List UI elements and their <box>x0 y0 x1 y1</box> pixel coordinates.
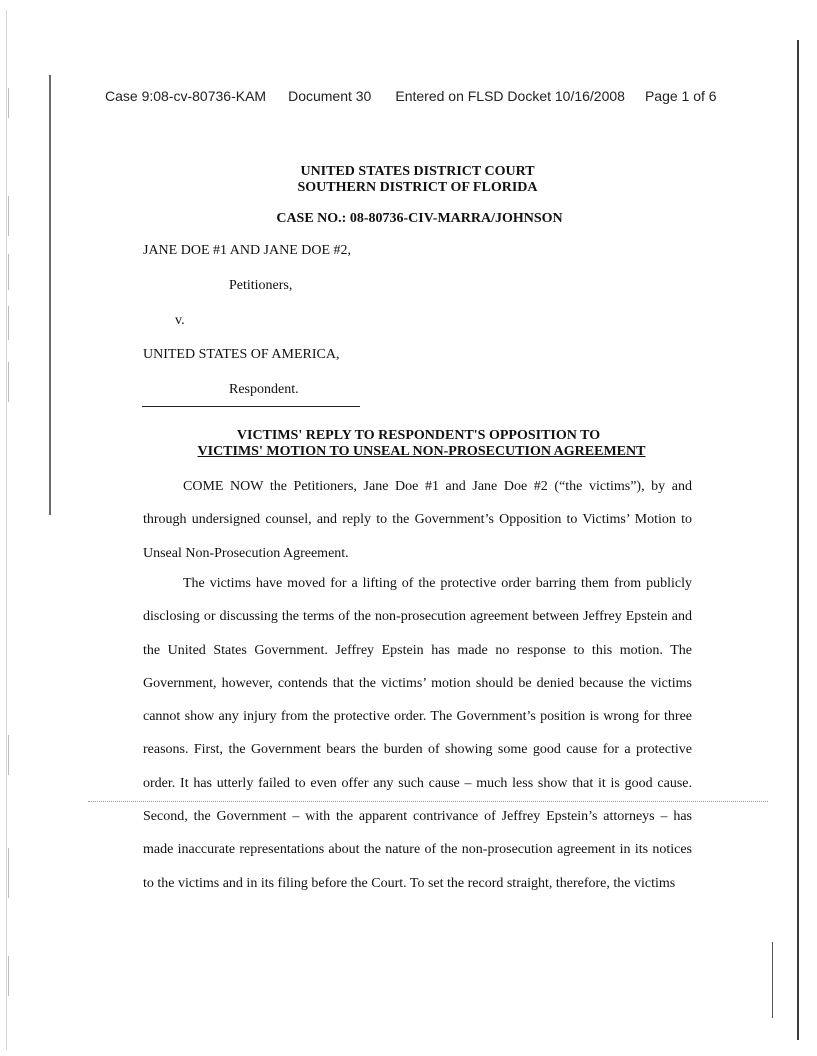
case-number: CASE NO.: 08-80736-CIV-MARRA/JOHNSON <box>276 211 563 226</box>
scan-mark <box>8 848 9 898</box>
respondent-label: Respondent. <box>229 382 299 397</box>
case-id: Case 9:08-cv-80736-KAM <box>105 88 267 104</box>
versus: v. <box>175 313 185 328</box>
scan-mark <box>8 306 9 340</box>
scan-mark <box>8 254 9 290</box>
scan-mark <box>8 735 9 775</box>
document-title <box>0 428 817 460</box>
document-title-line1: VICTIMS' REPLY TO RESPONDENT'S OPPOSITION TO <box>236 428 601 443</box>
respondent-name: UNITED STATES OF AMERICA, <box>143 347 340 362</box>
caption-rule <box>142 406 360 407</box>
petitioners-label: Petitioners, <box>229 278 293 293</box>
scan-mark <box>8 956 9 996</box>
court-name-line2: SOUTHERN DISTRICT OF FLORIDA <box>297 180 538 195</box>
document-number: Document 30 <box>288 88 372 104</box>
court-name <box>0 164 817 196</box>
docket-entry-date: Entered on FLSD Docket 10/16/2008 <box>395 88 625 104</box>
petitioners-names: JANE DOE #1 AND JANE DOE #2, <box>143 243 352 258</box>
scan-mark <box>8 362 9 402</box>
paragraph-intro: COME NOW the Petitioners, Jane Doe #1 and Jane Doe #2 (“the victims”), by and through undersigned counsel, and reply to the Government’s Opposition to Victims’ Motion to Unseal Non-Prosecution Agreement. <box>143 479 692 561</box>
page-number: Page 1 of 6 <box>644 88 717 104</box>
document-title-line2: VICTIMS' MOTION TO UNSEAL NON-PROSECUTION AGREEMENT <box>197 444 646 459</box>
scan-mark <box>8 88 9 118</box>
paragraph-argument: The victims have moved for a lifting of the protective order barring them from publicly disclosing or discussing the terms of the non-prosecution agreement between Jeffrey Epstein and the United States Government. Jeffrey Epstein has made no response to this motion. The Government, however, contends that the victims’ motion should be denied because the victims cannot show any injury from the protective order. The Government’s position is wrong for three reasons. First, the Government bears the burden of showing some good cause for a protective order. It has utterly failed to even offer any such cause – much less show that it is good cause. Second, the Government – with the apparent contrivance of Jeffrey Epstein’s attorneys – has made inaccurate representations about the nature of the non-prosecution agreement in its notices to the victims and in its filing before the Court. To set the record straight, therefore, the victims <box>143 576 692 891</box>
court-name-line1: UNITED STATES DISTRICT COURT <box>300 164 535 179</box>
filing-header <box>105 88 745 104</box>
scan-edge-right-inner <box>772 942 773 1018</box>
